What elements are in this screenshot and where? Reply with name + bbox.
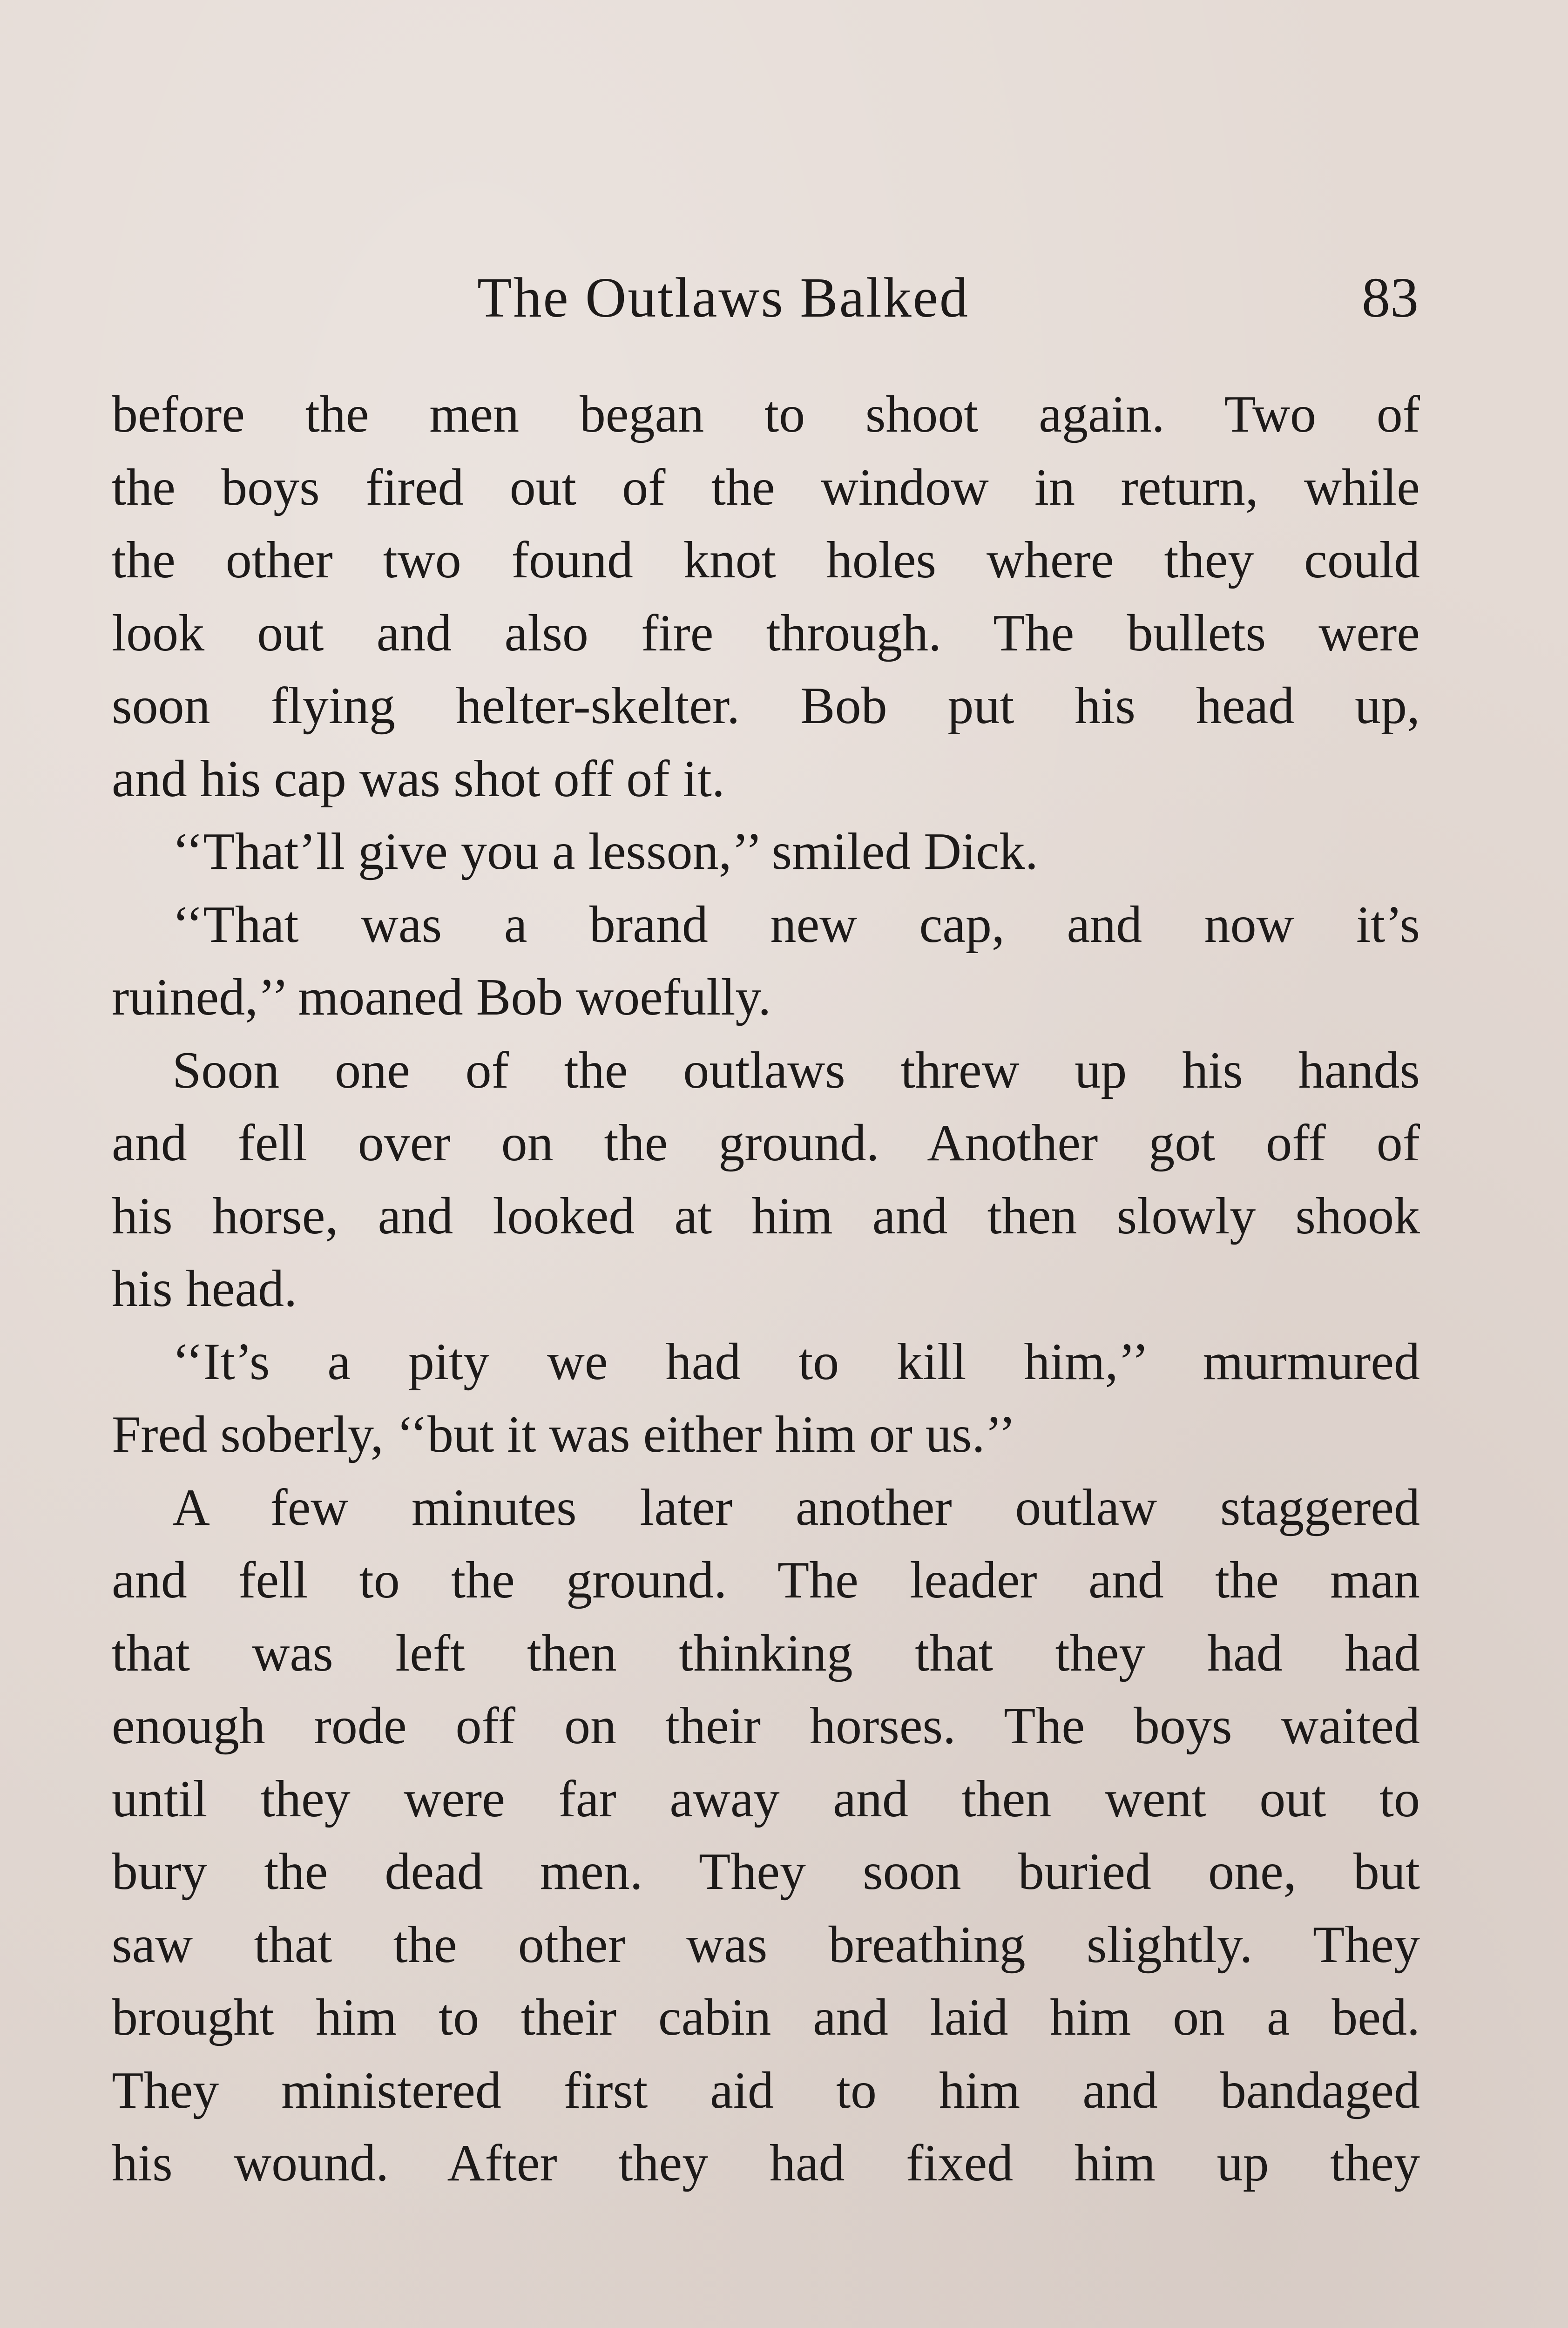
text-line: until they were far away and then went out to <box>112 1770 1420 1828</box>
text-line: ‘‘That’ll give you a lesson,’’ smiled Dick. <box>172 823 1038 880</box>
text-line: Soon one of the outlaws threw up his hands <box>172 1041 1420 1099</box>
text-line: ‘‘It’s a pity we had to kill him,’’ murmured <box>172 1333 1420 1391</box>
text-line: saw that the other was breathing slightly. They <box>112 1915 1420 1974</box>
text-line: They ministered first aid to him and bandaged <box>112 2061 1420 2119</box>
text-line: his horse, and looked at him and then slowly shook <box>112 1187 1420 1245</box>
text-line: his wound. After they had fixed him up they <box>112 2134 1420 2192</box>
text-line: brought him to their cabin and laid him on a bed. <box>112 1989 1420 2046</box>
text-line: look out and also fire through. The bullets were <box>112 604 1420 662</box>
text-line: enough rode off on their horses. The boys waited <box>112 1697 1420 1755</box>
text-line: before the men began to shoot again. Two of <box>112 386 1420 443</box>
text-line: and fell to the ground. The leader and the man <box>112 1551 1420 1609</box>
text-line: soon flying helter-skelter. Bob put his head up, <box>112 677 1420 735</box>
text-line: and his cap was shot off of it. <box>112 750 725 808</box>
page-number: 83 <box>1362 266 1419 329</box>
text-line: his head. <box>112 1260 297 1318</box>
body-text <box>112 378 1420 2200</box>
text-line: the other two found knot holes where they could <box>112 531 1420 589</box>
text-line: that was left then thinking that they had had <box>112 1624 1420 1682</box>
text-line: ‘‘That was a brand new cap, and now it’s <box>172 895 1420 954</box>
running-head <box>0 265 1568 331</box>
text-line: ruined,’’ moaned Bob woefully. <box>112 968 771 1026</box>
text-line: the boys fired out of the window in return, while <box>112 458 1420 516</box>
text-line: A few minutes later another outlaw staggered <box>172 1478 1420 1536</box>
text-line: bury the dead men. They soon buried one, but <box>112 1843 1420 1901</box>
text-line: Fred soberly, ‘‘but it was either him or us.’’ <box>112 1406 1016 1463</box>
running-title: The Outlaws Balked <box>477 266 969 329</box>
text-line: and fell over on the ground. Another got off of <box>112 1114 1420 1172</box>
